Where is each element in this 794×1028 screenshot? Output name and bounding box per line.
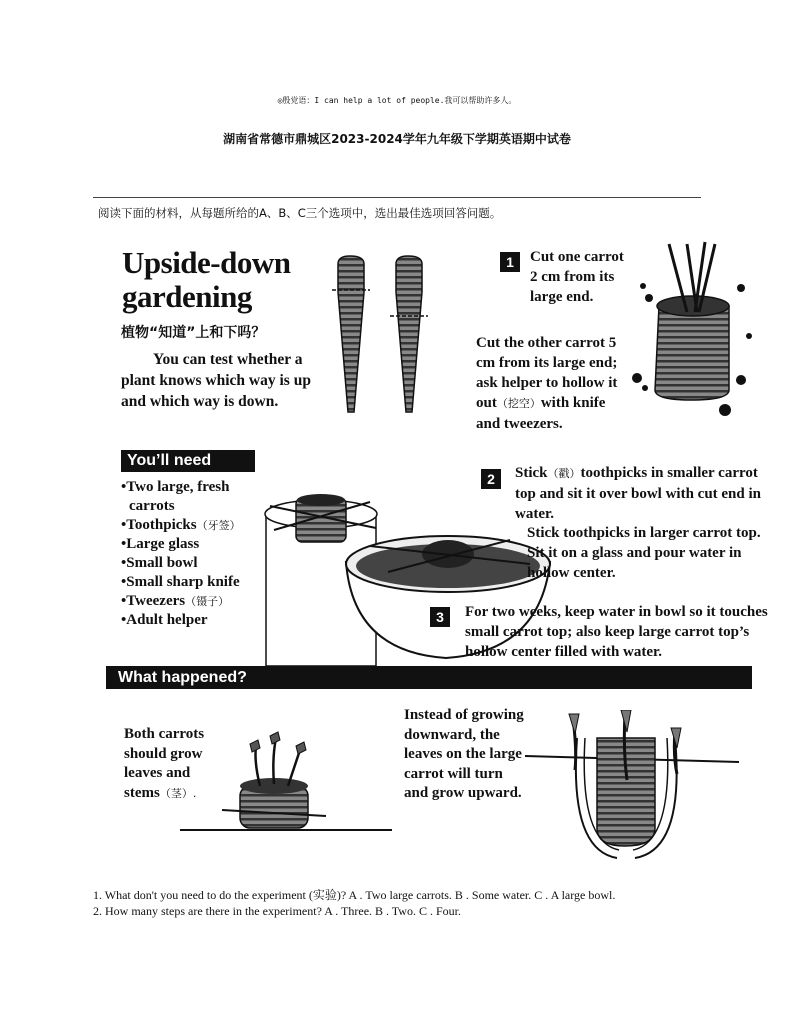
list-item: • Small sharp knife — [121, 573, 241, 592]
step-2-text-b: Stick toothpicks in larger carrot top. Sit it on a glass and pour water in hollow center. — [527, 525, 761, 581]
step-2-number: 2 — [481, 469, 501, 489]
need-list — [121, 478, 241, 630]
step-1-number: 1 — [500, 252, 520, 272]
step-3-text: For two weeks, keep water in bowl so it touches small carrot top; also keep large carrot top’s hollow center filled with water. — [465, 604, 768, 660]
question-1: 1. What don't you need to do the experiment (实验)? A . Two large carrots. B . Some water. C . A large bowl. — [93, 888, 616, 902]
what-happened-heading: What happened? — [106, 666, 752, 689]
poster-title — [122, 246, 291, 314]
list-item: • Tweezers（镊子） — [121, 592, 241, 611]
step-1-text-b: Cut the other carrot 5 cm from its large end; ask helper to hollow it out（挖空）with knife and tweezers. — [476, 335, 618, 432]
list-item: • Small bowl — [121, 554, 241, 573]
sprouted-small-carrot-illustration — [180, 728, 395, 838]
result-2-text: Instead of growing downward, the leaves on the large carrot will turn and grow upward. — [404, 707, 524, 801]
need-heading: You’ll need — [121, 450, 255, 472]
result-1-text: Both carrots should grow leaves and stems（茎）. — [124, 726, 205, 801]
upward-growth-carrot-illustration — [525, 710, 745, 865]
poster-title-line2: gardening — [122, 279, 252, 314]
document-title: 湖南省常德市鼎城区2023-2024学年九年级下学期英语期中试卷 — [223, 132, 571, 146]
poster-subtitle: 植物“知道”上和下吗？ — [121, 325, 266, 341]
list-item: • Two large, fresh — [121, 478, 241, 497]
header-divider — [93, 197, 701, 198]
poster-intro: You can test whether a plant knows which way is up and which way is down. — [121, 351, 311, 410]
header-note: ◎殷党语：I can help a lot of people.我可以帮助许多人。 — [277, 96, 517, 105]
question-2: 2. How many steps are there in the experiment? A . Three. B . Two. C . Four. — [93, 904, 461, 918]
list-item: • Large glass — [121, 535, 241, 554]
step-2-text-a: Stick（戳）toothpicks in smaller carrot top and sit it over bowl with cut end in water. — [515, 465, 762, 522]
reading-instruction: 阅读下面的材料，从每题所给的A、B、C三个选项中，选出最佳选项回答问题。 — [98, 206, 502, 220]
list-item: • Toothpicks（牙签） — [121, 516, 241, 535]
step-3-number: 3 — [430, 607, 450, 627]
list-item: carrots — [129, 498, 175, 514]
list-item: • Adult helper — [121, 611, 241, 630]
two-carrots-illustration — [330, 252, 440, 420]
poster-title-line1: Upside-down — [122, 245, 291, 280]
hollow-carrot-illustration — [625, 240, 760, 422]
step-1-text-a: Cut one carrot 2 cm from its large end. — [530, 249, 624, 305]
